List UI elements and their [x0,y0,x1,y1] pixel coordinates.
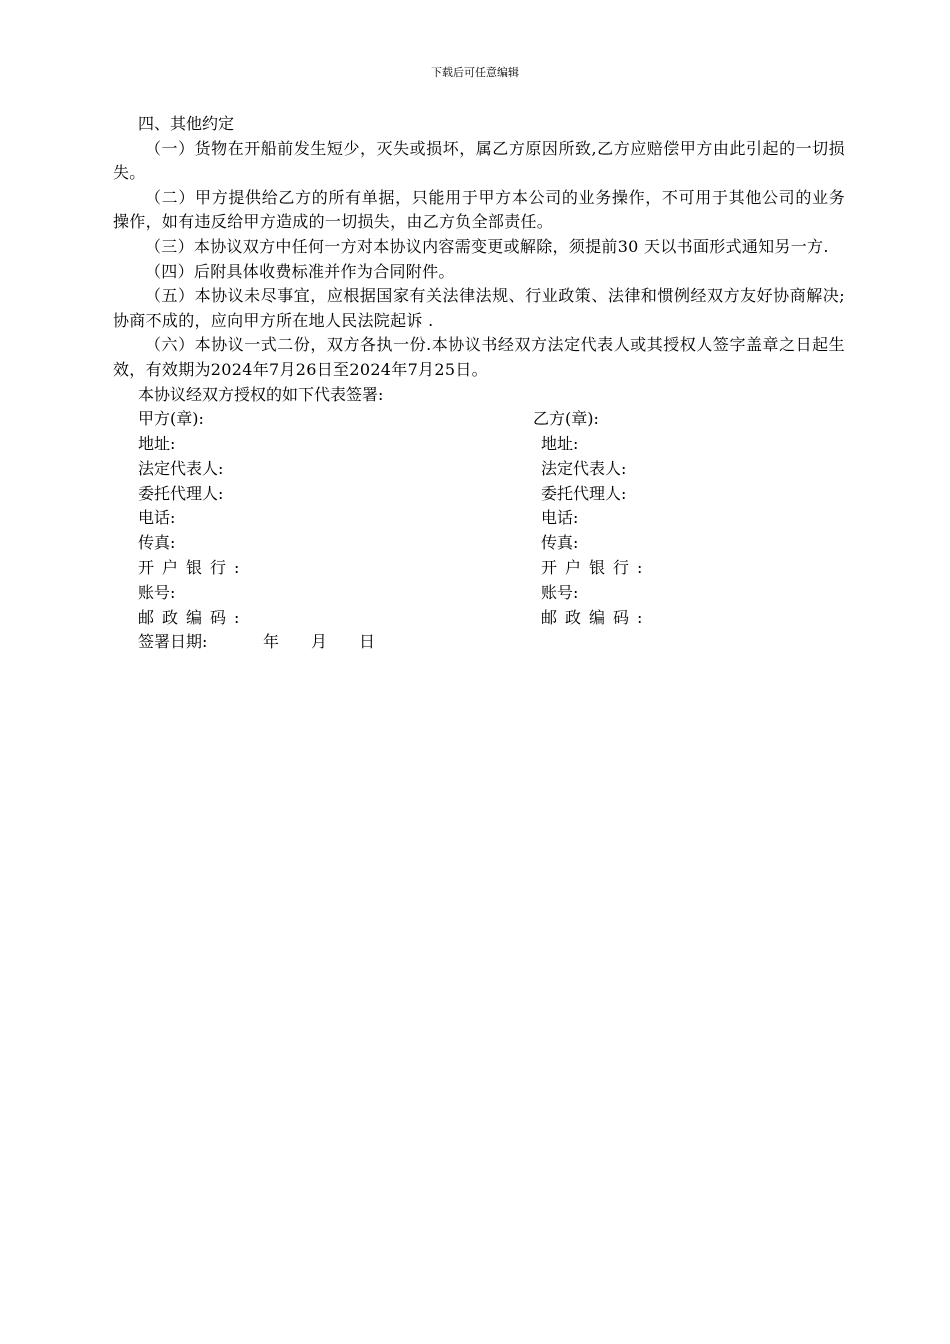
party-b-bank-label: 开户银行: [541,557,651,577]
party-a-agent-label: 委托代理人: [138,483,224,503]
section-title: 四、其他约定 [138,114,235,133]
signature-row-fax [113,531,845,556]
party-b-account-label: 账号: [541,582,579,602]
clause-5: （五）本协议未尽事宜，应根据国家有关法律法规、行业政策、法律和惯例经双方友好协商解决;协商不成的，应向甲方所在地人民法院起诉 . [113,286,845,330]
signature-row-address [113,432,845,457]
signature-row-account [113,581,845,606]
party-a-title: 甲方(章): [138,409,204,429]
signature-row-legal-rep [113,457,845,482]
signing-intro: 本协议经双方授权的如下代表签署: [138,384,384,404]
party-b-fax-label: 传真: [541,533,579,553]
party-a-account-label: 账号: [138,582,176,602]
party-a-postcode-label: 邮政编码: [138,607,248,627]
party-a-address-label: 地址: [138,433,176,453]
clause-6: （六）本协议一式二份，双方各执一份.本协议书经双方法定代表人或其授权人签字盖章之日起生效，有效期为2024年7月26日至2024年7月25日。 [113,335,845,379]
header-note: 下载后可任意编辑 [431,66,519,79]
clause-4: （四）后附具体收费标准并作为合同附件。 [145,261,455,281]
signing-date-year: 年 [263,632,280,652]
signing-date-month: 月 [311,632,328,652]
party-b-postcode-label: 邮政编码: [541,607,651,627]
signing-date-label: 签署日期: [138,632,208,652]
party-b-agent-label: 委托代理人: [541,483,627,503]
signature-row-phone [113,506,845,531]
clause-1: （一）货物在开船前发生短少，灭失或损坏，属乙方原因所致,乙方应赔偿甲方由此引起的一切损失。 [113,138,845,183]
signing-date-day: 日 [359,632,376,652]
party-a-phone-label: 电话: [138,508,176,528]
party-b-phone-label: 电话: [541,508,579,528]
signature-row-title [113,407,845,432]
clause-3: （三）本协议双方中任何一方对本协议内容需变更或解除，须提前30 天以书面形式通知另一方. [145,236,829,256]
document-body [113,112,845,655]
party-a-fax-label: 传真: [138,533,176,553]
signature-row-agent [113,482,845,507]
party-a-legal-rep-label: 法定代表人: [138,458,224,478]
party-b-address-label: 地址: [541,433,579,453]
party-b-title: 乙方(章): [533,409,599,429]
signing-date-row [113,630,845,655]
party-a-bank-label: 开户银行: [138,557,248,577]
signature-row-postcode [113,606,845,631]
signature-row-bank [113,556,845,581]
signature-block [113,407,845,655]
party-b-legal-rep-label: 法定代表人: [541,458,627,478]
clause-2: （二）甲方提供给乙方的所有单据，只能用于甲方本公司的业务操作，不可用于其他公司的业务操作，如有违反给甲方造成的一切损失，由乙方负全部责任。 [113,187,845,232]
